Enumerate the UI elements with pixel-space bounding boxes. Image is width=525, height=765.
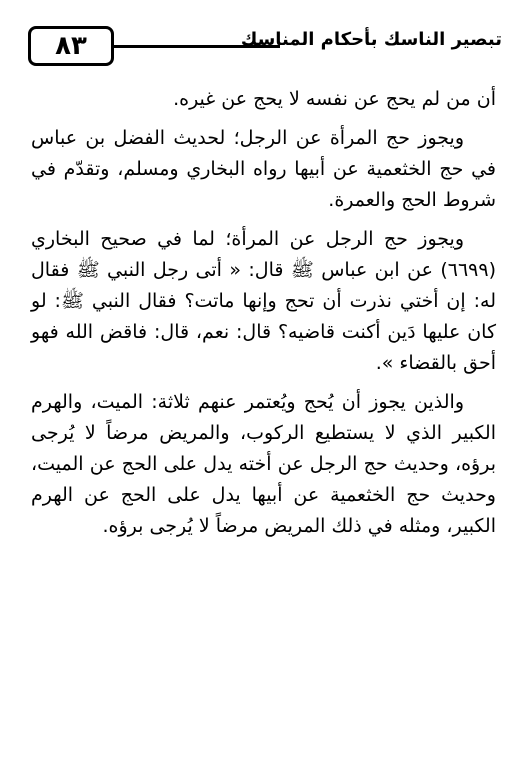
paragraph-4: والذين يجوز أن يُحج ويُعتمر عنهم ثلاثة: الميت، والهرم الكبير الذي لا يستطيع الركوب، والمريض مرضاً لا يُرجى برؤه، وحديث حج الرجل عن أخته يدل على الحج عن الميت، وحديث حج الخثعمية عن أبيها يدل على الحج عن الهرم الكبير، ومثله في ذلك المريض مرضاً لا يُرجى برؤه. [31, 391, 496, 537]
page-number: ٨٣ [55, 31, 87, 61]
paragraph-1: أن من لم يحج عن نفسه لا يحج عن غيره. [173, 88, 496, 110]
paragraph-3: ويجوز حج الرجل عن المرأة؛ لما في صحيح البخاري (٦٦٩٩) عن ابن عباس ﷺ قال: « أتى رجل النبي ﷺ فقال له: إن أختي نذرت أن تحج وإنها ماتت؟ فقال النبي ﷺ: لو كان عليها دَين أكنت قاضيه؟ قال: نعم، قال: فاقض الله فهو أحق بالقضاء ». [31, 228, 496, 374]
page-header [28, 26, 502, 70]
paragraph-2: ويجوز حج المرأة عن الرجل؛ لحديث الفضل بن عباس في حج الخثعمية عن أبيها رواه البخاري ومسلم، وتقدّم في شروط الحج والعمرة. [31, 127, 496, 211]
running-title: تبصير الناسك بأحكام المناسك [240, 29, 502, 50]
page-number-box [28, 26, 114, 66]
body-text [31, 84, 496, 542]
